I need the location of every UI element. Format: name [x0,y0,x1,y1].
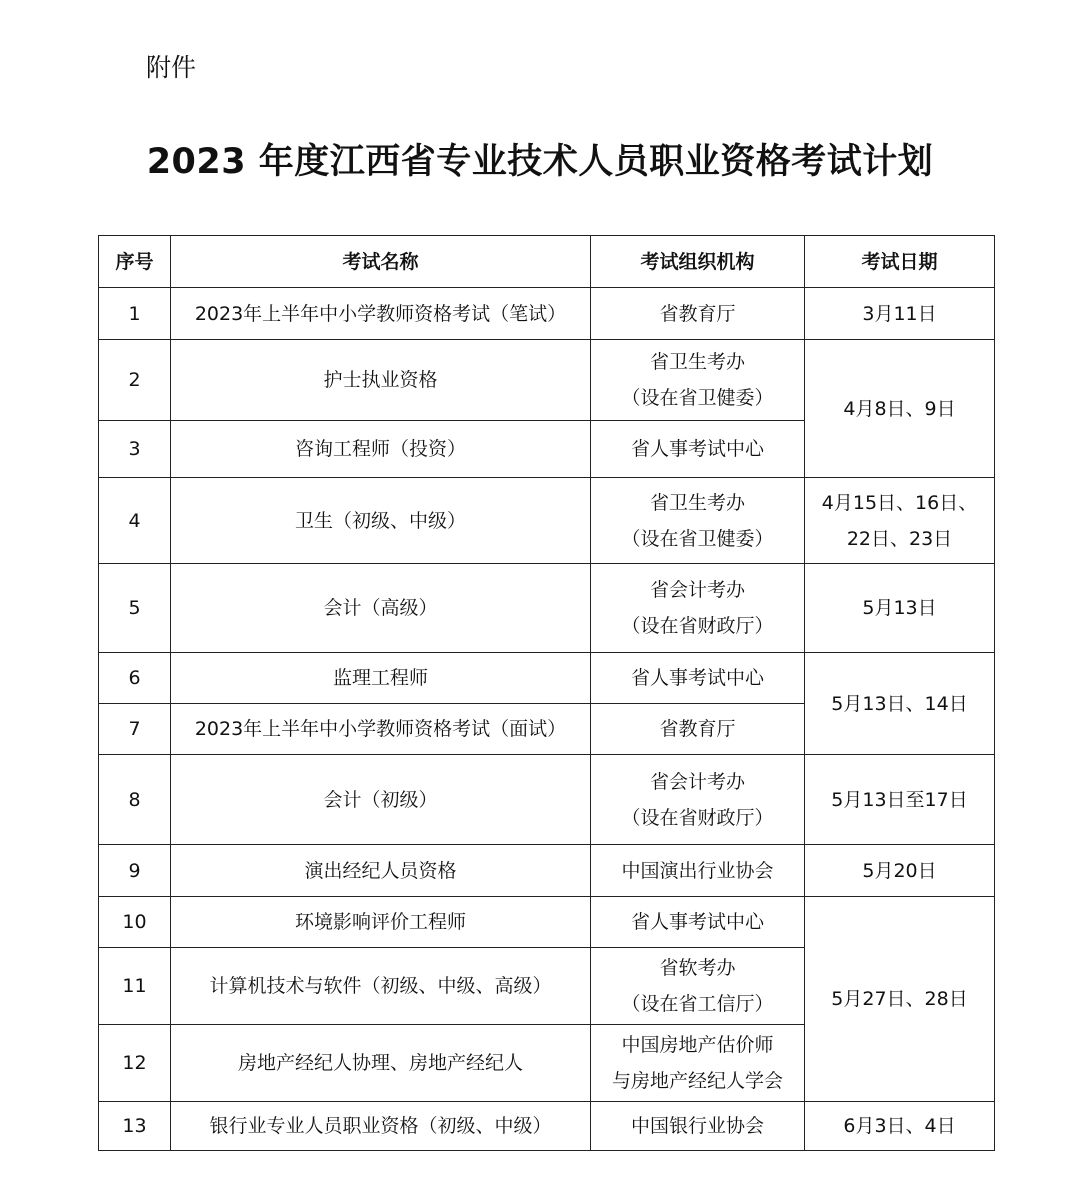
org-line: 省会计考办 [649,770,745,793]
org-line: （设在省卫健委） [621,527,774,550]
org-line: 省教育厅 [659,302,736,325]
exam-date [805,653,995,755]
header-no: 序号 [99,236,171,288]
row-no: 13 [99,1102,171,1151]
table-row [99,755,995,845]
exam-name: 卫生（初级、中级） [171,478,591,564]
row-no: 8 [99,755,171,845]
date-line: 5月13日 [862,597,937,619]
date-line: 4月8日、9日 [843,397,956,420]
exam-date [805,564,995,653]
exam-name: 咨询工程师（投资） [171,421,591,478]
row-no: 9 [99,845,171,897]
exam-date [805,288,995,340]
exam-org [591,653,805,704]
exam-name: 2023年上半年中小学教师资格考试（笔试） [171,288,591,340]
exam-org [591,1102,805,1151]
exam-org [591,704,805,755]
table-row [99,564,995,653]
exam-org [591,478,805,564]
date-line: 4月15日、16日、 [821,491,978,514]
row-no: 11 [99,948,171,1025]
exam-name: 环境影响评价工程师 [171,897,591,948]
table-row [99,340,995,421]
exam-date [805,478,995,564]
org-line: 中国演出行业协会 [621,859,774,882]
exam-org [591,421,805,478]
date-line: 5月13日、14日 [831,692,968,715]
org-line: （设在省卫健委） [621,387,774,409]
row-no: 3 [99,421,171,478]
row-no: 2 [99,340,171,421]
exam-date [805,755,995,845]
table-row [99,897,995,948]
org-line: 省人事考试中心 [630,667,764,689]
exam-org [591,845,805,897]
row-no: 6 [99,653,171,704]
table-row [99,845,995,897]
exam-name: 会计（高级） [171,564,591,653]
attachment-label: 附件 [146,53,197,82]
row-no: 5 [99,564,171,653]
exam-org [591,288,805,340]
org-line: 省卫生考办 [649,351,745,373]
exam-date [805,1102,995,1151]
exam-org [591,1025,805,1102]
table-header-row [99,236,995,288]
table-row [99,1102,995,1151]
exam-org [591,755,805,845]
date-line: 3月11日 [862,302,937,325]
header-date: 考试日期 [805,236,995,288]
exam-org [591,948,805,1025]
exam-name: 2023年上半年中小学教师资格考试（面试） [171,704,591,755]
exam-name: 银行业专业人员职业资格（初级、中级） [171,1102,591,1151]
date-line: 22日、23日 [846,527,953,550]
org-line: 省软考办 [659,957,736,979]
exam-date [805,340,995,478]
row-no: 7 [99,704,171,755]
exam-name: 演出经纪人员资格 [171,845,591,897]
date-line: 6月3日、4日 [843,1115,956,1137]
exam-date [805,845,995,897]
org-line: 省人事考试中心 [630,911,764,933]
header-name: 考试名称 [171,236,591,288]
org-line: （设在省财政厅） [621,615,774,637]
exam-org [591,897,805,948]
date-line: 5月27日、28日 [831,988,968,1010]
exam-schedule-table [98,235,995,1151]
org-line: （设在省工信厅） [621,993,774,1015]
exam-name: 计算机技术与软件（初级、中级、高级） [171,948,591,1025]
org-line: （设在省财政厅） [621,806,774,829]
row-no: 10 [99,897,171,948]
header-org: 考试组织机构 [591,236,805,288]
table-row [99,288,995,340]
exam-org [591,564,805,653]
org-line: 中国房地产估价师 [621,1034,774,1056]
row-no: 1 [99,288,171,340]
date-line: 5月13日至17日 [831,788,968,811]
exam-name: 监理工程师 [171,653,591,704]
row-no: 12 [99,1025,171,1102]
org-line: 省教育厅 [659,718,736,740]
exam-date [805,897,995,1102]
exam-org [591,340,805,421]
org-line: 省卫生考办 [649,491,745,514]
exam-name: 护士执业资格 [171,340,591,421]
org-line: 省会计考办 [649,579,745,601]
table-row [99,478,995,564]
exam-name: 房地产经纪人协理、房地产经纪人 [171,1025,591,1102]
org-line: 与房地产经纪人学会 [611,1070,783,1092]
date-line: 5月20日 [862,859,937,882]
table-row [99,653,995,704]
org-line: 省人事考试中心 [630,438,764,460]
document-title: 2023 年度江西省专业技术人员职业资格考试计划 [146,142,934,182]
row-no: 4 [99,478,171,564]
exam-name: 会计（初级） [171,755,591,845]
org-line: 中国银行业协会 [630,1115,764,1137]
